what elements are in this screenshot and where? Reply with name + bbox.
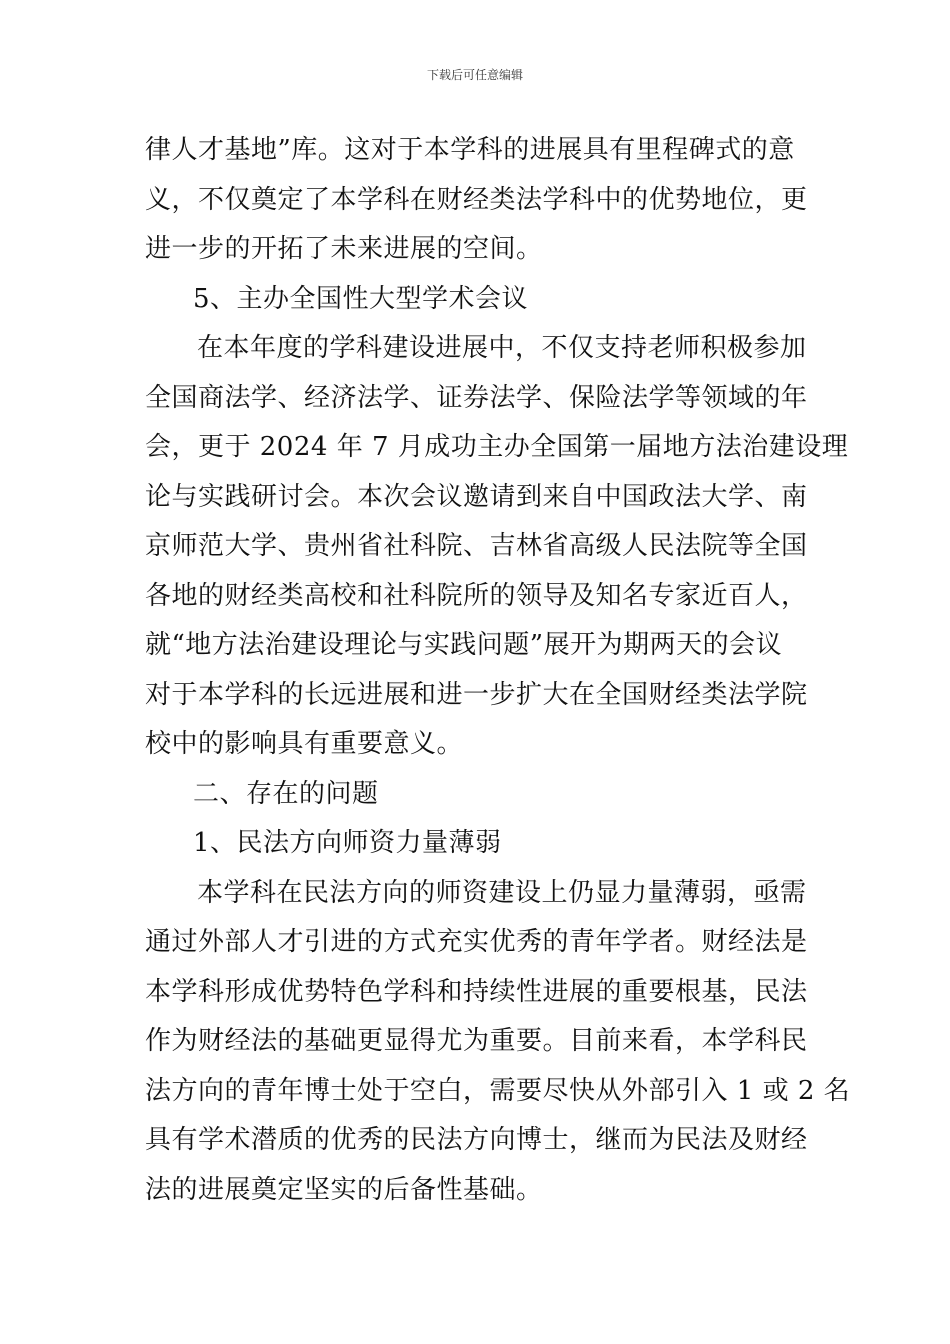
text-line: 论与实践研讨会。本次会议邀请到来自中国政法大学、南 xyxy=(145,481,808,512)
document-body xyxy=(145,126,851,1215)
text-line: 作为财经法的基础更显得尤为重要。目前来看，本学科民 xyxy=(145,1026,808,1056)
section-heading: 5、主办全国性大型学术会议 xyxy=(193,283,529,314)
text-line: 进一步的开拓了未来进展的空间。 xyxy=(145,234,543,264)
text-line: 就“地方法治建设理论与实践问题”展开为期两天的会议 xyxy=(145,630,783,660)
text-line: 校中的影响具有重要意义。 xyxy=(145,729,464,759)
page-header: 下载后可任意编辑 xyxy=(426,68,523,82)
text-line: 律人才基地”库。这对于本学科的进展具有里程碑式的意 xyxy=(145,135,795,165)
paragraph-start: 在本年度的学科建设进展中，不仅支持老师积极参加 xyxy=(197,333,807,363)
text-line: 本学科形成优势特色学科和持续性进展的重要根基，民法 xyxy=(145,976,808,1007)
text-line: 法方向的青年博士处于空白，需要尽快从外部引入 1 或 2 名 xyxy=(145,1075,851,1106)
text-line: 法的进展奠定坚实的后备性基础。 xyxy=(145,1174,543,1205)
text-line: 具有学术潜质的优秀的民法方向博士，继而为民法及财经 xyxy=(145,1125,808,1155)
paragraph-start: 本学科在民法方向的师资建设上仍显力量薄弱，亟需 xyxy=(197,877,807,908)
section-heading: 二、存在的问题 xyxy=(193,778,379,809)
text-line: 通过外部人才引进的方式充实优秀的青年学者。财经法是 xyxy=(145,927,808,957)
text-line: 会，更于 2024 年 7 月成功主办全国第一届地方法治建设理 xyxy=(145,432,849,462)
text-line: 义，不仅奠定了本学科在财经类法学科中的优势地位，更 xyxy=(145,184,808,215)
subsection-heading: 1、民法方向师资力量薄弱 xyxy=(193,828,502,858)
text-line: 京师范大学、贵州省社科院、吉林省高级人民法院等全国 xyxy=(145,531,808,561)
text-line: 对于本学科的长远进展和进一步扩大在全国财经类法学院 xyxy=(145,679,808,710)
text-line: 全国商法学、经济法学、证券法学、保险法学等领域的年 xyxy=(145,382,808,413)
text-line: 各地的财经类高校和社科院所的领导及知名专家近百人， xyxy=(145,580,808,611)
